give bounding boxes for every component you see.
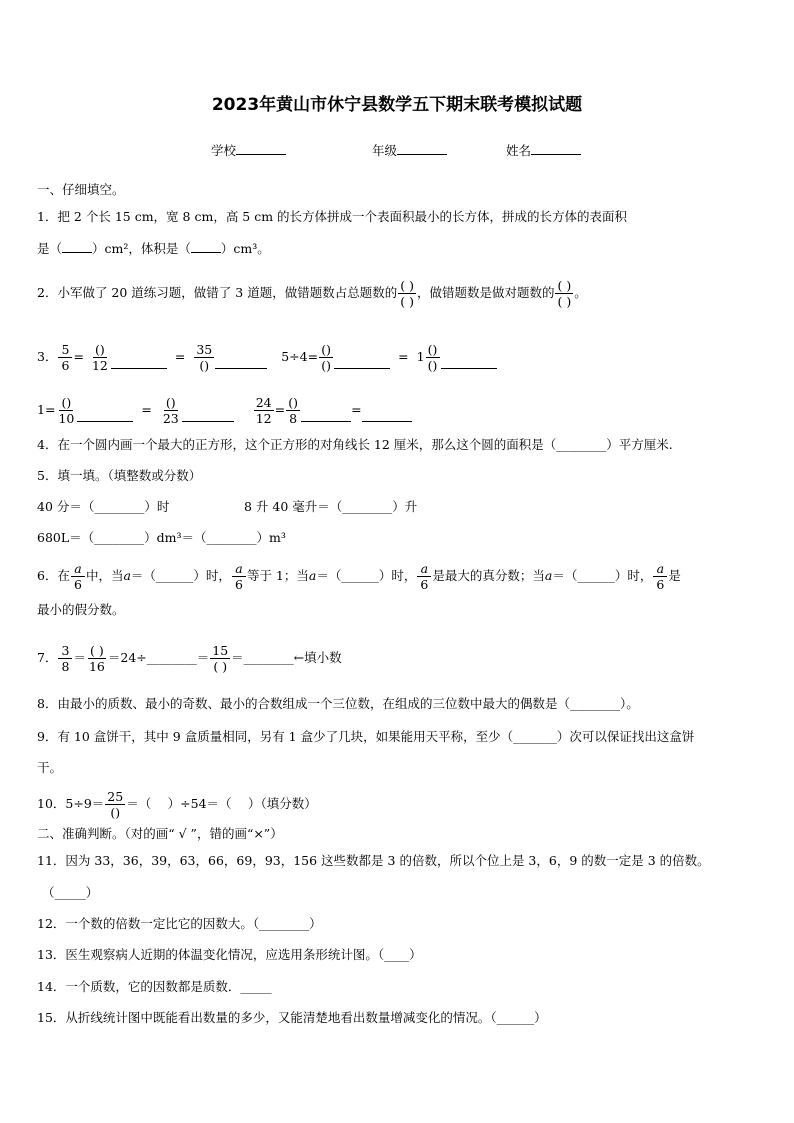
q3-f2-num: () (93, 342, 107, 358)
q1-blank-volume[interactable] (191, 240, 221, 253)
q3-f8-num: 24 (255, 394, 272, 410)
q3-one-equals: 1= (37, 402, 56, 417)
question-3-row-2 (37, 390, 412, 430)
q3-f9-den: 8 (289, 410, 298, 426)
school-label: 学校 (211, 143, 237, 158)
q3-f2-den: 12 (91, 357, 108, 373)
q3-eq-3: = (398, 349, 409, 364)
q6-fraction-a-6-1 (71, 561, 85, 592)
q3-f4-num: () (319, 342, 333, 358)
name-field[interactable] (506, 141, 581, 159)
grade-label: 年级 (372, 143, 398, 158)
q6-f1-den: 6 (73, 576, 82, 592)
q3-blank-7[interactable] (301, 409, 351, 422)
q7-fraction-blank-16[interactable] (87, 643, 107, 674)
q6-text-3: ＝（______）时， (130, 568, 231, 583)
question-15: 15．从折线统计图中既能看出数量的多少，又能清楚地看出数量增减变化的情况。（______） (37, 1010, 547, 1025)
q10-f-den: () (110, 804, 121, 820)
q7-end-text: ＝________←填小数 (231, 650, 342, 665)
q7-label: 7． (37, 650, 58, 665)
q6-fraction-a-6-4 (653, 561, 667, 592)
q7-fraction-15-blank[interactable] (210, 643, 230, 674)
q6-text-2: 中，当 (85, 568, 124, 583)
question-6-line-2: 最小的假分数。 (37, 602, 125, 617)
q3-division: 5÷4= (281, 349, 319, 364)
q3-fraction-24-12 (254, 395, 274, 426)
q3-fraction-5-6 (58, 342, 72, 373)
q6-f1-num: a (71, 561, 85, 577)
q3-whole-one: 1 (416, 349, 425, 364)
school-field[interactable] (211, 141, 286, 159)
question-12: 12．一个数的倍数一定比它的因数大。（________） (37, 916, 322, 931)
q3-eq-4: = (141, 402, 152, 417)
q6-text-8: 是 (668, 568, 681, 583)
question-9-line-1: 9．有 10 盒饼干，其中 9 盒质量相同，另有 1 盒少了几块，如果能用天平称，至少（_______）次可以保证找出这盒饼 (37, 729, 695, 744)
q3-fraction-blank-blank-1[interactable] (319, 342, 333, 373)
q7-middle-text: ＝24÷________＝ (107, 650, 210, 665)
q1-text-a: 是（ (37, 241, 63, 256)
q3-blank-4[interactable] (441, 356, 497, 369)
q3-f7-den: 23 (162, 410, 179, 426)
q3-fraction-blank-blank-2[interactable] (426, 342, 440, 373)
q6-fraction-a-6-2 (232, 561, 246, 592)
q6-f4-num: a (653, 561, 667, 577)
grade-field[interactable] (372, 141, 447, 159)
question-5-part-c: 680L＝（________）dm³＝（________）m³ (37, 530, 286, 545)
q6-text-1: 6．在 (37, 568, 70, 583)
q7-f3-den: ( ) (213, 658, 228, 674)
q3-eq-1: = (73, 349, 84, 364)
q1-text-c: ）cm³。 (220, 241, 270, 256)
question-11-answer[interactable]: （_____） (42, 885, 99, 900)
q2-frac2-num: ( ) (557, 277, 572, 293)
q3-f3-den: () (199, 357, 210, 373)
q2-text-b: ，做错题数是做对题数的 (416, 285, 555, 300)
question-1-line-1: 1．把 2 个长 15 cm，宽 8 cm，高 5 cm 的长方体拼成一个表面积最小的长方体，拼成的长方体的表面积 (37, 209, 628, 224)
q6-var-a-1: a (123, 568, 131, 583)
q6-f4-den: 6 (656, 576, 665, 592)
q3-f6-den: 10 (58, 410, 75, 426)
q3-blank-3[interactable] (334, 356, 390, 369)
q2-text-a: 2．小军做了 20 道练习题，做错了 3 道题，做错题数占总题数的 (37, 285, 398, 300)
q3-f1-den: 6 (61, 357, 70, 373)
q3-label: 3． (37, 349, 58, 364)
q3-eq-6: = (351, 402, 362, 417)
q6-text-5: ＝（______）时， (316, 568, 417, 583)
q6-fraction-a-6-3 (417, 561, 431, 592)
question-5-part-b: 8 升 40 毫升＝（________）升 (244, 499, 418, 514)
q3-f6-num: () (59, 395, 73, 411)
q3-f4-den: () (321, 357, 331, 373)
q3-blank-5[interactable] (77, 409, 133, 422)
q1-text-b: ）cm²，体积是（ (92, 241, 191, 256)
q6-text-7: ＝（______）时， (552, 568, 653, 583)
q3-fraction-blank-23[interactable] (161, 395, 181, 426)
q3-eq-5: = (274, 402, 286, 417)
q3-f5-den: () (427, 357, 438, 373)
q6-f3-den: 6 (420, 576, 429, 592)
q3-eq-2: = (174, 349, 186, 364)
q6-f3-num: a (417, 561, 431, 577)
q3-fraction-blank-8[interactable] (286, 395, 300, 426)
q2-frac2-den: ( ) (557, 293, 572, 309)
q2-frac1-den: ( ) (400, 293, 414, 309)
q7-f2-num: ( ) (90, 642, 104, 658)
q6-text-6: 是最大的真分数；当 (432, 568, 545, 583)
q6-f2-num: a (232, 561, 246, 577)
q6-text-4: 等于 1；当 (246, 568, 309, 583)
q7-eq-1: ＝ (73, 650, 86, 665)
q10-f-num: 25 (107, 788, 124, 804)
question-3-row-1 (37, 337, 497, 377)
question-5-part-a: 40 分＝（________）时 (37, 499, 170, 514)
question-13: 13．医生观察病人近期的体温变化情况，应选用条形统计图。（____） (37, 947, 422, 962)
q7-f1-num: 3 (58, 643, 72, 659)
q3-blank-6[interactable] (182, 409, 234, 422)
q2-answer-fraction-2[interactable] (555, 278, 573, 309)
q3-blank-8[interactable] (362, 409, 412, 422)
q3-f7-num: () (164, 395, 178, 411)
question-11-line-1: 11．因为 33，36，39，63，66，69，93，156 这些数都是 3 的倍数，所以个位上是 3，6，9 的数一定是 3 的倍数。 (37, 853, 710, 868)
q3-blank-1[interactable] (111, 356, 167, 369)
q7-f1-den: 8 (61, 658, 70, 674)
q3-fraction-blank-12[interactable] (90, 342, 110, 373)
question-9-line-2: 干。 (37, 760, 63, 775)
q3-f9-num: () (286, 395, 300, 411)
q3-blank-2[interactable] (215, 356, 267, 369)
q2-answer-fraction-1[interactable] (398, 278, 416, 309)
q3-fraction-blank-10[interactable] (56, 395, 76, 426)
question-8: 8．由最小的质数、最小的奇数、最小的合数组成一个三位数，在组成的三位数中最大的偶数是（________）。 (37, 696, 639, 711)
q6-var-a-2: a (308, 568, 317, 583)
q3-f1-num: 5 (58, 342, 72, 358)
question-1-line-2 (37, 240, 270, 257)
q3-fraction-35-blank[interactable] (194, 342, 214, 373)
q7-fraction-3-8 (58, 643, 72, 674)
q10-text-pre: 10．5÷9＝ (37, 796, 105, 811)
q6-var-a-3: a (544, 568, 553, 583)
question-5: 5．填一填。（填整数或分数） (37, 468, 202, 483)
question-6 (37, 556, 681, 596)
q7-f2-den: 16 (88, 658, 105, 674)
page-title: 2023年黄山市休宁县数学五下期末联考模拟试题 (211, 95, 583, 115)
question-10 (37, 784, 317, 824)
q1-blank-area[interactable] (62, 240, 92, 253)
question-2 (37, 272, 587, 314)
q3-f3-num: 35 (196, 341, 213, 357)
question-14: 14．一个质数，它的因数都是质数．_____ (37, 979, 272, 994)
name-label: 姓名 (506, 143, 532, 158)
q3-f5-num: () (426, 342, 440, 358)
section-heading-2: 二、准确判断。（对的画“ √ ”，错的画“×”） (37, 826, 283, 841)
q10-text-post: ＝（ ）÷54＝（ ）（填分数） (126, 796, 317, 811)
q3-f8-den: 12 (255, 410, 272, 426)
q7-f3-num: 15 (212, 642, 229, 658)
q10-fraction-25-blank[interactable] (105, 789, 125, 820)
q2-text-c: 。 (574, 285, 587, 300)
q2-frac1-num: ( ) (400, 277, 414, 293)
section-heading-1: 一、仔细填空。 (37, 182, 125, 197)
q6-f2-den: 6 (234, 576, 243, 592)
question-7 (37, 636, 342, 680)
question-4: 4．在一个圆内画一个最大的正方形，这个正方形的对角线长 12 厘米，那么这个圆的面积是（________）平方厘米. (37, 437, 673, 452)
